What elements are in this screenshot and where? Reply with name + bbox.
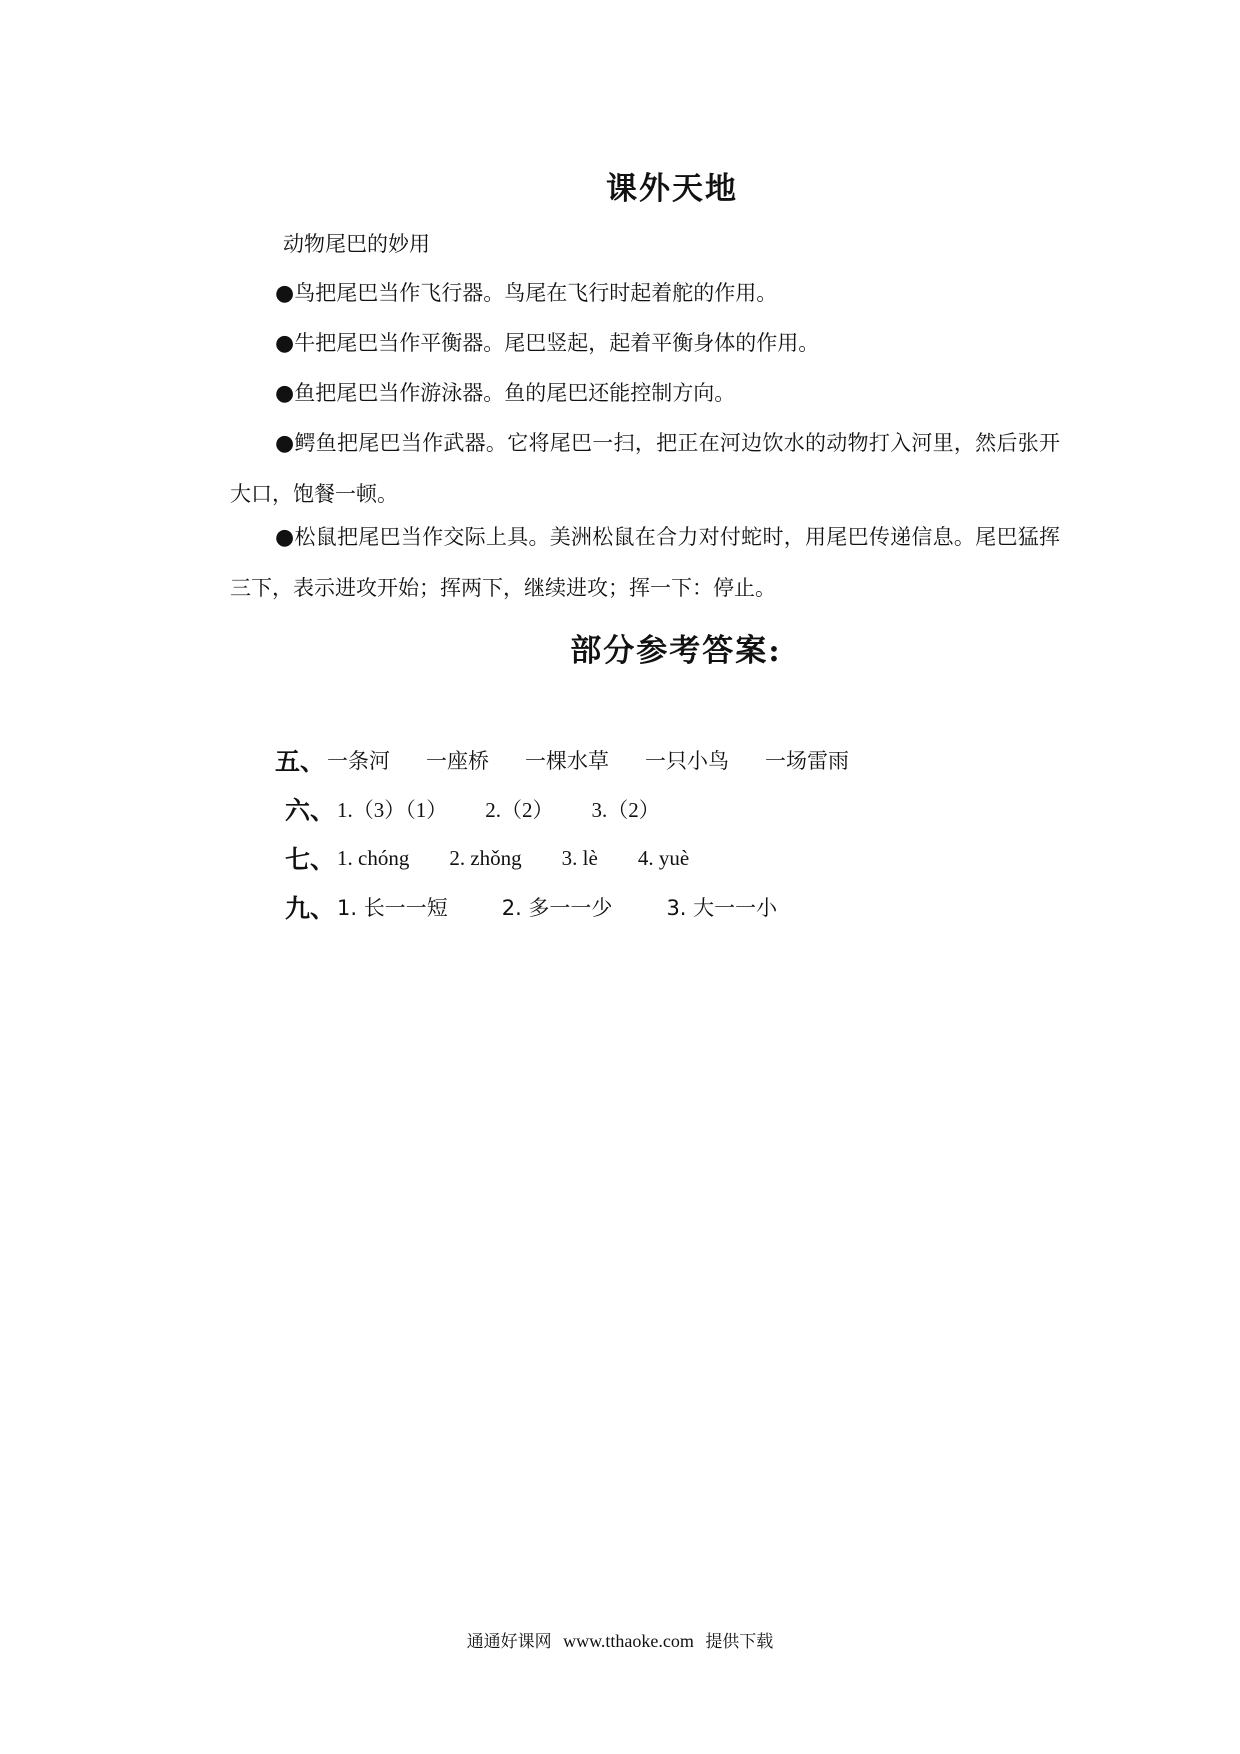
paragraph-crocodile: ●鳄鱼把尾巴当作武器。它将尾巴一扫，把正在河边饮水的动物打入河里，然后张开大口，饱餐一顿。 xyxy=(230,431,1060,506)
bullet-icon: ● xyxy=(275,281,295,306)
answer-item: 2. 多一一少 xyxy=(501,896,613,920)
answer-item: 一棵水草 xyxy=(525,749,609,773)
bullet-icon: ● xyxy=(275,381,295,406)
answer-item: 1. 长一一短 xyxy=(337,896,448,920)
footer-url-link[interactable]: www.tthaoke.com xyxy=(563,1631,694,1651)
answer-row-9 xyxy=(285,887,831,927)
page-footer xyxy=(0,1627,1240,1652)
answer-label: 九、 xyxy=(285,894,336,923)
answer-item: 2.（2） xyxy=(485,798,554,822)
section-title-extracurricular: 课外天地 xyxy=(606,171,738,207)
answer-item: 一场雷雨 xyxy=(765,749,849,773)
paragraph-bird: ●鸟把尾巴当作飞行器。鸟尾在飞行时起着舵的作用。 xyxy=(275,281,778,306)
answer-item: 3. 大一一小 xyxy=(666,896,778,920)
answer-item: 一条河 xyxy=(327,749,390,773)
answer-item: 4. yuè xyxy=(637,845,690,870)
answer-item: 3.（2） xyxy=(591,798,660,822)
answer-item: 2. zhǒng xyxy=(449,845,522,870)
footer-download-text: 提供下载 xyxy=(705,1632,774,1652)
section-title-answers: 部分参考答案: xyxy=(570,633,782,669)
answer-item: 一只小鸟 xyxy=(645,749,729,773)
answer-item: 3. lè xyxy=(561,845,598,870)
answer-item: 一座桥 xyxy=(426,749,489,773)
answer-row-6 xyxy=(285,789,698,829)
answer-label: 七、 xyxy=(285,845,336,874)
paragraph-cow: ●牛把尾巴当作平衡器。尾巴竖起，起着平衡身体的作用。 xyxy=(275,331,820,356)
footer-site-name: 通通好课网 xyxy=(466,1632,552,1652)
answer-row-7 xyxy=(285,838,729,878)
paragraph-squirrel: ●松鼠把尾巴当作交际上具。美洲松鼠在合力对付蛇时，用尾巴传递信息。尾巴猛挥三下，表示进攻开始；挥两下，继续进攻；挥一下：停止。 xyxy=(230,525,1060,600)
bullet-icon: ● xyxy=(275,525,295,550)
answer-row-5 xyxy=(275,740,885,780)
answer-label: 六、 xyxy=(285,796,336,825)
paragraph-fish: ●鱼把尾巴当作游泳器。鱼的尾巴还能控制方向。 xyxy=(275,381,736,406)
answer-item: 1. chóng xyxy=(337,845,410,870)
answer-label: 五、 xyxy=(275,747,326,776)
answer-item: 1.（3）（1） xyxy=(337,798,448,822)
bullet-icon: ● xyxy=(275,431,295,456)
bullet-icon: ● xyxy=(275,331,295,356)
article-subtitle: 动物尾巴的妙用 xyxy=(283,232,430,256)
